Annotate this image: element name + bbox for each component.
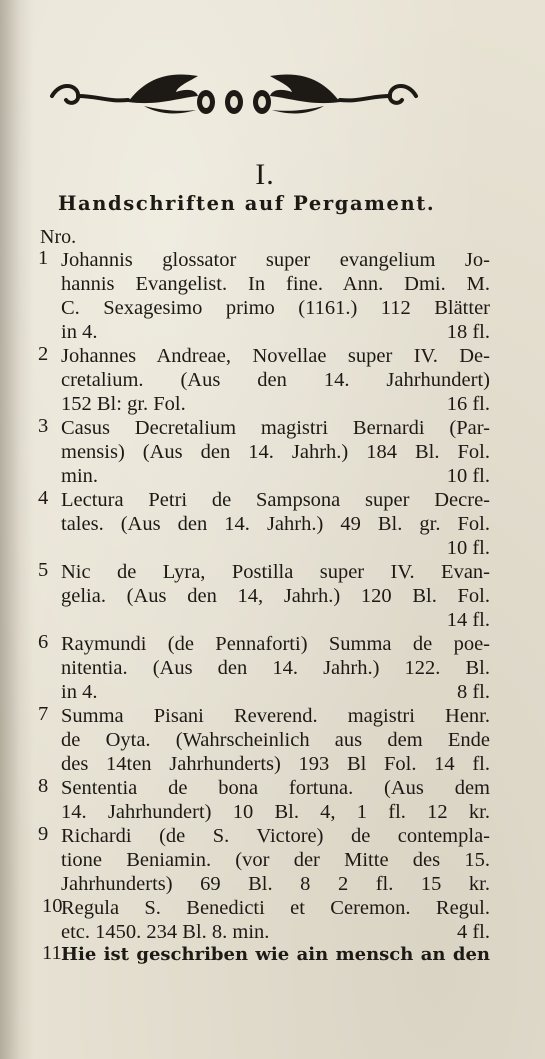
entry-format: etc. 1450. 234 Bl. 8. min. xyxy=(61,921,270,943)
entry-text-line: Regula S. Benedicti et Ceremon. Regul. xyxy=(61,897,490,919)
entry-format: 152 Bl: gr. Fol. xyxy=(61,393,186,415)
entry-price: 16 fl. xyxy=(446,393,490,415)
entry-text-line: nitentia. (Aus den 14. Jahrh.) 122. Bl. xyxy=(61,657,490,679)
entry-price-line xyxy=(61,920,490,944)
entry-number: 6 xyxy=(38,631,49,653)
entry-text-line: Lectura Petri de Sampsona super Decre- xyxy=(61,489,490,511)
entry-text-line: Johannis glossator super evangelium Jo- xyxy=(61,249,490,271)
entry-text-line: Nic de Lyra, Postilla super IV. Evan- xyxy=(61,561,490,583)
entry-price-line xyxy=(61,464,490,488)
entry-text-line: Casus Decretalium magistri Bernardi (Par- xyxy=(61,417,490,439)
entry-number: 10 xyxy=(42,895,63,917)
entry-number: 1 xyxy=(38,247,49,269)
entry-text-line: de Oyta. (Wahrscheinlich aus dem Ende xyxy=(61,729,490,751)
entry-price: 4 fl. xyxy=(456,921,490,943)
entry-text-line: tales. (Aus den 14. Jahrh.) 49 Bl. gr. Fol. xyxy=(61,513,490,535)
entry-text-line: Richardi (de S. Victore) de contempla- xyxy=(61,825,490,847)
section-numeral: I. xyxy=(255,158,275,191)
entry-number: 4 xyxy=(38,487,49,509)
entry-text-line: Summa Pisani Reverend. magistri Henr. xyxy=(61,705,490,727)
entry-number: 7 xyxy=(38,703,49,725)
entry-number: 5 xyxy=(38,559,49,581)
entry-number: 3 xyxy=(38,415,49,437)
entry-text-line: Raymundi (de Pennaforti) Summa de poe- xyxy=(61,633,490,655)
entry-text-line: tione Beniamin. (vor der Mitte des 15. xyxy=(61,849,490,871)
entry-blackletter-line: Hie ist geschriben wie ain mensch an den xyxy=(61,944,490,965)
entry-text-line: gelia. (Aus den 14, Jahrh.) 120 Bl. Fol. xyxy=(61,585,490,607)
entry-text-line: Sententia de bona fortuna. (Aus dem xyxy=(61,777,490,799)
entry-number: 8 xyxy=(38,775,49,797)
entry-price: 8 fl. xyxy=(456,681,490,703)
entry-text-line: C. Sexagesimo primo (1161.) 112 Blätter xyxy=(61,297,490,319)
entry-text-line: hannis Evangelist. In fine. Ann. Dmi. M. xyxy=(61,273,490,295)
entry-price: 14 fl. xyxy=(446,609,490,631)
entry-format: in 4. xyxy=(61,321,98,343)
entry-number: 2 xyxy=(38,343,49,365)
entry-price: 10 fl. xyxy=(446,465,490,487)
entry-price-line xyxy=(61,536,490,560)
entry-text-line: Johannes Andreae, Novellae super IV. De- xyxy=(61,345,490,367)
entry-text-line: 14. Jahrhundert) 10 Bl. 4, 1 fl. 12 kr. xyxy=(61,801,490,823)
entry-price-line xyxy=(61,680,490,704)
entry-text-line: des 14ten Jahrhunderts) 193 Bl Fol. 14 fl. xyxy=(61,753,490,775)
number-column-label: Nro. xyxy=(40,226,77,248)
entry-format: min. xyxy=(61,465,99,487)
section-heading: Handschriften auf Pergament. xyxy=(58,192,436,215)
entry-number: 9 xyxy=(38,823,49,845)
entry-price: 18 fl. xyxy=(446,321,490,343)
entry-text-line: Jahrhunderts) 69 Bl. 8 2 fl. 15 kr. xyxy=(61,873,490,895)
entry-price: 10 fl. xyxy=(446,537,490,559)
entry-format: in 4. xyxy=(61,681,98,703)
entry-number: 11 xyxy=(42,942,62,964)
entry-text-line: mensis) (Aus den 14. Jahrh.) 184 Bl. Fol. xyxy=(61,441,490,463)
entry-price-line xyxy=(61,320,490,344)
entry-price-line xyxy=(61,608,490,632)
entry-text-line: cretalium. (Aus den 14. Jahrhundert) xyxy=(61,369,490,391)
entry-price-line xyxy=(61,392,490,416)
